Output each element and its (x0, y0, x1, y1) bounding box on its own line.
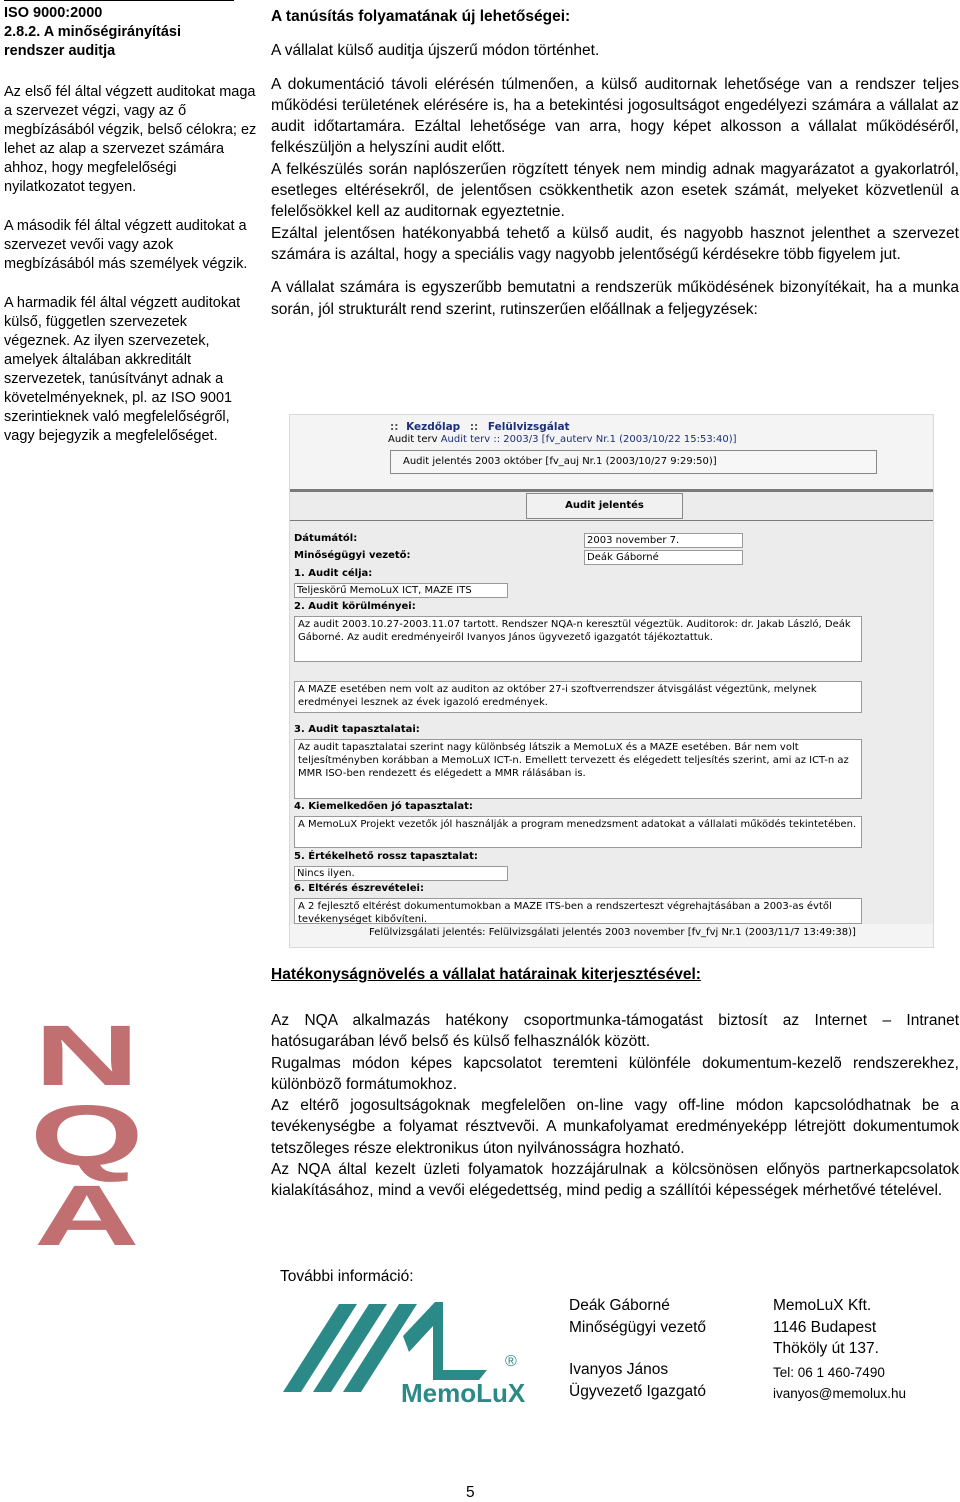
person1-role: Minőségügyi vezető (569, 1318, 706, 1336)
certification-heading: A tanúsítás folyamatának új lehetőségei: (271, 8, 571, 25)
circumstances-field[interactable]: Az audit 2003.10.27-2003.11.07 tartott. Rendszer NQA-n keresztül végeztük. Auditorok: dr. Jakab László, Deák Gáborné. Az audit eredményeiről Ivanyos János ügyvezető igazgatót tájékoztattuk. (294, 616, 862, 662)
deviation-field[interactable]: A 2 fejlesztő eltérést dokumentumokban a MAZE ITS-ben a rendszerteszt végrehajtásában a 2003-as évtől tevékenységet kibővíteni. (294, 898, 862, 924)
external-audit-sentence: A vállalat külső auditja újszerű módon történhet. (271, 42, 600, 60)
company-phone: Tel: 06 1 460-7490 (773, 1364, 885, 1380)
good-experience-label: 4. Kiemelkedően jó tapasztalat: (294, 801, 473, 812)
person1-name: Deák Gáborné (569, 1297, 670, 1314)
goal-field[interactable]: Teljeskörű MemoLuX ICT, MAZE ITS (294, 583, 508, 598)
memolux-logo (283, 1296, 541, 1406)
date-label: Dátumától: (294, 533, 358, 544)
heading-line-1: ISO 9000:2000 (4, 5, 103, 21)
report-panel (290, 489, 933, 924)
maze-field[interactable]: A MAZE esetében nem volt az auditon az október 27-i szoftverrendszer átvisgálást végeztünk, melynek eredményei lesznek az évek igazoló eredmények. (294, 681, 862, 713)
nqa-letter-a: A (34, 1167, 140, 1250)
qm-label: Minőségügyi vezető: (294, 550, 411, 561)
paragraph-remote-access: A dokumentáció távoli elérésén túlmenően, a külső auditornak lehetősége van a rendszer teljes működési területének elérésére is, ha a betekintési jogosultságot engedélyezi számára a vállalat az audit időtartamára. Ezáltal lehetősége van arra, hogy képet alkosson a vállalat működéséről, felkészüljön a helyszíni audit előtt. (271, 75, 959, 157)
section-heading (4, 4, 258, 61)
nqa-letter-n: N (34, 1010, 140, 1104)
top-rule (4, 0, 234, 1)
circumstances-label: 2. Audit körülményei: (294, 601, 416, 612)
breadcrumb (390, 421, 570, 433)
tab-audit-report[interactable]: Audit jelentés (526, 493, 683, 519)
paragraph-second-party: A második fél által végzett auditokat a szervezet vevői vagy azok megbízásából más személyek végzik. (4, 218, 248, 272)
registered-mark: ® (505, 1353, 517, 1370)
report-select-box[interactable] (390, 450, 877, 474)
paragraph-records: A vállalat számára is egyszerűbb bemutatni a rendszerük működésének bizonyítékait, ha a munka során, jól strukturált rend szerint, rutinszerűen előállnak a feljegyzések: (271, 279, 959, 318)
paragraph-flexible: Rugalmas módon képes kapcsolatot teremteni különféle dokumentum-kezelõ rendszerekhez, különbözõ formátumokhoz. (271, 1054, 959, 1093)
breadcrumb-home-link[interactable]: Kezdőlap (406, 421, 461, 433)
sep-prefix: :: (390, 421, 399, 433)
contact-company (773, 1295, 906, 1405)
audit-report-screenshot (289, 414, 934, 948)
nqa-letter-q: Q (29, 1087, 144, 1184)
experience-field[interactable]: Az audit tapasztalatai szerint nagy különbség látszik a MemoLuX és a MAZE esetében. Bár nem volt teljesítményben korábban a MemoLuX ICT-n. Emellett tervezett és elégedett teljesítés szerint, ami az ICT-n az MMR ISO-ben rendezett és elégedett a MMR rálásában is. (294, 739, 862, 799)
bad-experience-label: 5. Értékelhető rossz tapasztalat: (294, 851, 478, 862)
efficiency-heading: Hatékonyságnövelés a vállalat határainak kiterjesztésével: (271, 966, 701, 983)
person2-name: Ivanyos János (569, 1361, 669, 1378)
breadcrumb-separator: :: (469, 421, 479, 433)
person2-role: Ügyvezető Igazgató (569, 1382, 707, 1400)
contact-people (569, 1295, 706, 1402)
memolux-wordmark: MemoLuX (401, 1378, 526, 1406)
audit-plan-link[interactable]: Audit terv :: 2003/3 [fv_auterv Nr.1 (2003/10/22 15:53:40)] (440, 434, 737, 445)
heading-line-2: 2.8.2. A minőségirányítási rendszer auditja (4, 24, 182, 59)
breadcrumb-review-link[interactable]: Felülvizsgálat (487, 421, 570, 433)
more-info-label: További információ: (280, 1268, 414, 1285)
date-field[interactable]: 2003 november 7. (584, 533, 743, 548)
left-column (4, 0, 258, 446)
paragraph-first-party: Az első fél által végzett auditokat maga a szervezet végzi, vagy az ő megbízásából végzik, belső célokra; ez lehet az alap a szervezet számára ahhoz, hogy megfelelőségi nyilatkozatot tegyen. (4, 84, 257, 195)
company-name: MemoLuX Kft. (773, 1297, 872, 1314)
paragraph-preparation: A felkészülés során naplószerűen rögzített tények nem mindig adnak magyarázatot a gyakorlatról, esetleges eltérésekről, de jelentősen csökkenthetik azon esetek számát, melyeket közvetlenül a felelősökkel kell az auditornak egyeztetnie. (271, 160, 959, 221)
right-column (271, 0, 959, 320)
audit-plan-line (388, 434, 737, 445)
experience-label: 3. Audit tapasztalatai: (294, 724, 420, 735)
company-city: 1146 Budapest (773, 1318, 877, 1336)
deviation-label: 6. Eltérés észrevételei: (294, 883, 424, 894)
page-number: 5 (466, 1484, 475, 1501)
nqa-logo (12, 1010, 162, 1250)
goal-label: 1. Audit célja: (294, 568, 373, 579)
paragraph-third-party: A harmadik fél által végzett auditokat külső, független szervezetek végeznek. Az ilyen szervezetek, amelyek általában akkreditált szervezetek, tanúsítványt adnak a követelményeknek, pl. az ISO 9001 szerintieknek való megfelelőségről, vagy bejegyzik a megfelelőséget. (4, 295, 241, 444)
qm-field[interactable]: Deák Gáborné (584, 550, 743, 565)
company-email[interactable]: ivanyos@memolux.hu (773, 1386, 907, 1401)
paragraph-groupwork: Az NQA alkalmazás hatékony csoportmunka-támogatást biztosít az Internet – Intranet hatósugarában lévő belső és külső felhasználók között. (271, 1012, 959, 1051)
report-form (290, 520, 933, 925)
company-street: Thököly út 137. (773, 1340, 879, 1357)
efficiency-text (271, 1010, 959, 1202)
audit-plan-label: Audit terv (388, 434, 438, 445)
bad-experience-field[interactable]: Nincs ilyen. (294, 866, 508, 881)
paragraph-partnerships: Az NQA által kezelt üzleti folyamatok hozzájárulnak a kölcsönösen előnyös partnerkapcsolatok kialakításához, mind a vevői elégedettség, mind pedig a szállítói képességek mérhetővé tételével. (271, 1161, 959, 1200)
review-report-footer[interactable]: Felülvizsgálati jelentés: Felülvizsgálati jelentés 2003 november [fv_fvj Nr.1 (2003/11/7 13:49:38)] (369, 927, 856, 938)
good-experience-field[interactable]: A MemoLuX Projekt vezetők jól használják a program menedzsment adatokat a vállalati működés tekintetében. (294, 816, 862, 848)
report-select-value: Audit jelentés 2003 október [fv_auj Nr.1 (2003/10/27 9:29:50)] (403, 456, 717, 467)
paragraph-permissions: Az eltérõ jogosultságoknak megfelelõen on-line vagy off-line módon kapcsolódhatnak be a tevékenységbe a folyamat résztvevõi. A munkafolyamat eredményeképp létrejött dokumentumok tetszõleges része elektronikus úton nyilvánosságra hozható. (271, 1097, 959, 1157)
paragraph-efficiency: Ezáltal jelentősen hatékonyabbá tehető a külső audit, és nagyobb hasznot jelenthet a szervezet számára is azáltal, hogy a speciális vagy nagyobb jelentőségű kérdésekre több figyelem jut. (271, 224, 959, 263)
